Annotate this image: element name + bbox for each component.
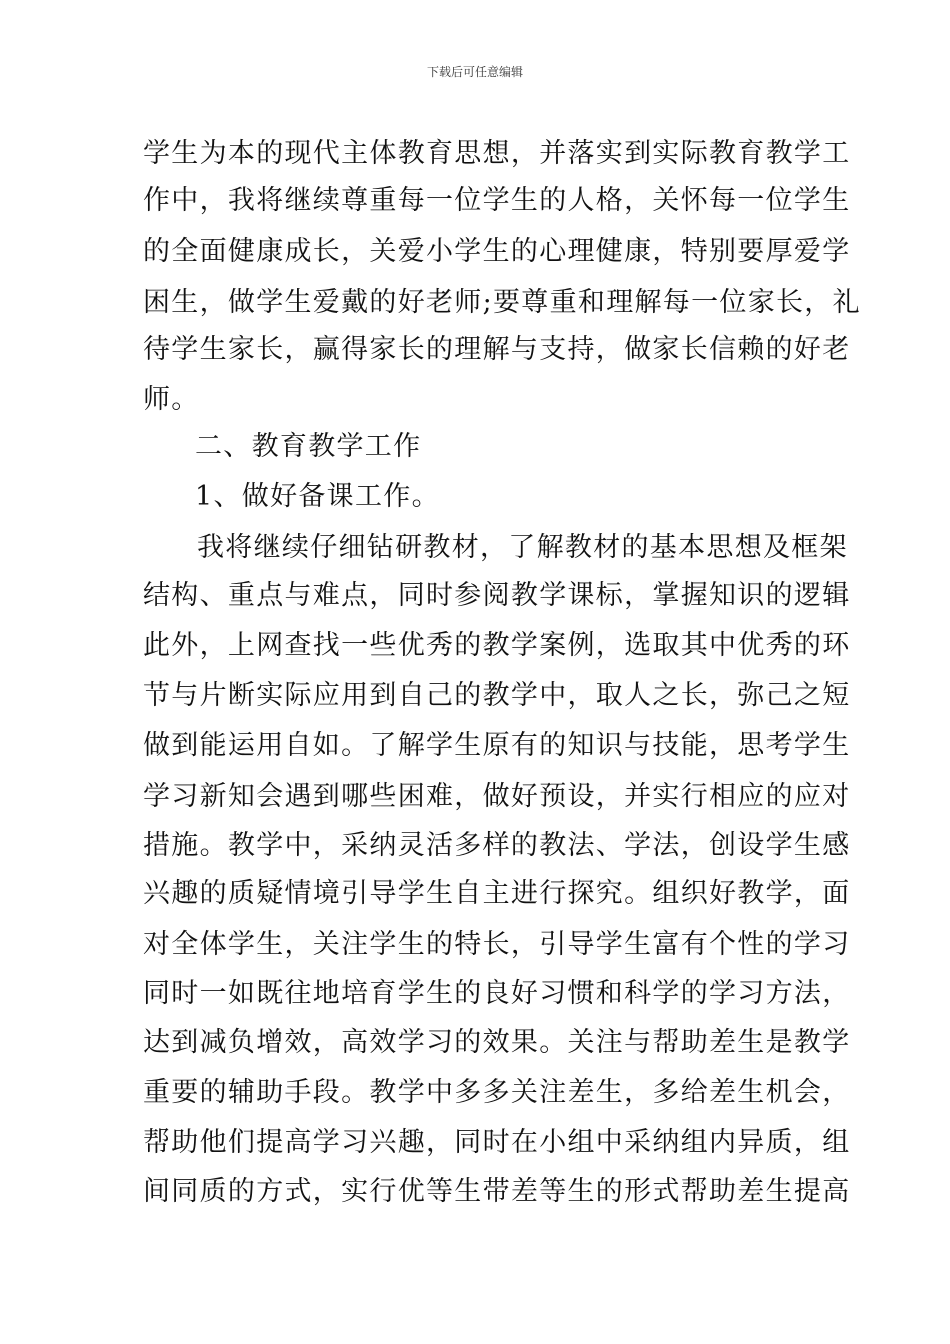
page-header: 下载后可任意编辑 [426, 65, 523, 79]
text-line-21: 帮助他们提高学习兴趣，同时在小组中采纳组内异质，组 [143, 1127, 851, 1158]
text-line-1: 学生为本的现代主体教育思想，并落实到实际教育教学工 [143, 138, 851, 169]
text-line-3: 的全面健康成长，关爱小学生的心理健康，特别要厚爱学 [143, 236, 851, 267]
text-line-5: 待学生家长，赢得家长的理解与支持，做家长信赖的好老 [143, 334, 851, 365]
section-heading: 二、教育教学工作 [195, 431, 422, 462]
text-line-13: 做到能运用自如。了解学生原有的知识与技能，思考学生 [143, 730, 851, 761]
text-line-11: 此外，上网查找一些优秀的教学案例，选取其中优秀的环 [143, 630, 851, 661]
text-line-16: 兴趣的质疑情境引导学生自主进行探究。组织好教学，面 [143, 878, 851, 909]
text-line-2: 作中，我将继续尊重每一位学生的人格，关怀每一位学生 [143, 185, 851, 216]
text-line-12: 节与片断实际应用到自己的教学中，取人之长，弥己之短 [143, 680, 851, 711]
text-line-19: 达到减负增效，高效学习的效果。关注与帮助差生是教学 [143, 1027, 851, 1058]
text-line-14: 学习新知会遇到哪些困难，做好预设，并实行相应的应对 [143, 781, 851, 812]
text-line-17: 对全体学生，关注学生的特长，引导学生富有个性的学习 [143, 929, 851, 960]
text-line-18: 同时一如既往地培育学生的良好习惯和科学的学习方法， [143, 978, 851, 1009]
text-line-15: 措施。教学中，采纳灵活多样的教法、学法，创设学生感 [143, 830, 851, 861]
text-line-10: 结构、重点与难点，同时参阅教学课标，掌握知识的逻辑 [143, 580, 851, 611]
text-line-9: 我将继续仔细钻研教材，了解教材的基本思想及框架 [197, 532, 848, 563]
text-line-22: 间同质的方式，实行优等生带差等生的形式帮助差生提高 [143, 1176, 851, 1207]
text-line-4: 困生，做学生爱戴的好老师;要尊重和理解每一位家长，礼 [143, 287, 861, 318]
text-line-6: 师。 [143, 384, 200, 415]
subsection-heading: 1、做好备课工作。 [195, 481, 440, 512]
text-line-20: 重要的辅助手段。教学中多多关注差生，多给差生机会， [143, 1077, 851, 1108]
